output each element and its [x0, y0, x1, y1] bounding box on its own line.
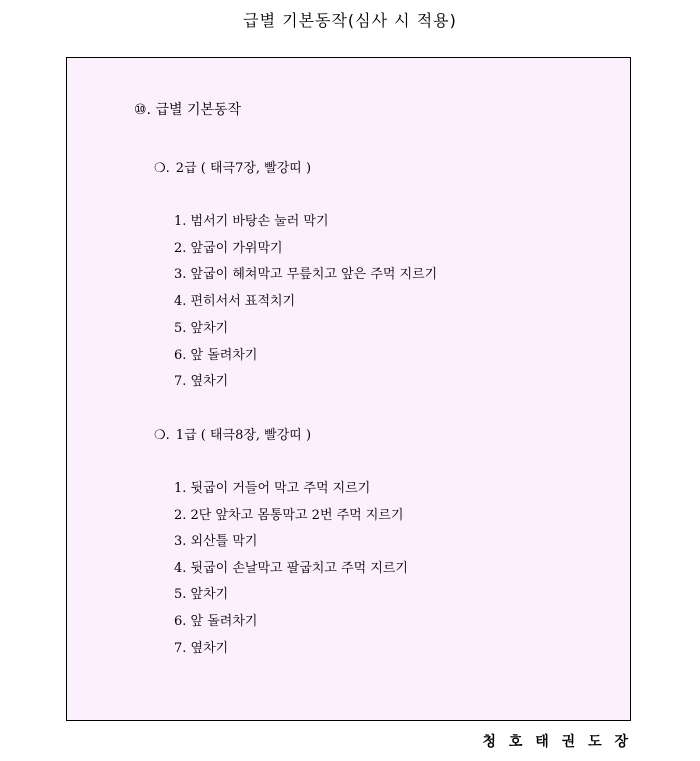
- group-heading-label: 2급 ( 태극7장, 빨강띠 ): [175, 161, 312, 176]
- group-heading-1geup: [154, 424, 311, 443]
- list-item: 3. 앞굽이 헤쳐막고 무릎치고 앞은 주먹 지르기: [174, 267, 438, 282]
- list-item: 1. 뒷굽이 거들어 막고 주먹 지르기: [174, 481, 371, 496]
- list-item: 4. 편히서서 표적치기: [174, 294, 296, 309]
- page-title: 급별 기본동작(심사 시 적용): [243, 11, 457, 30]
- list-item: 2. 앞굽이 가위막기: [174, 241, 283, 256]
- content-panel: [66, 57, 631, 721]
- list-item: 6. 앞 돌려차기: [174, 614, 258, 629]
- group-heading-2geup: [154, 157, 311, 176]
- footer-signature: 청 호 태 권 도 장: [482, 734, 632, 750]
- section-heading: ⑩. 급별 기본동작: [134, 102, 242, 118]
- circle-bullet-icon: ❍.: [154, 428, 170, 443]
- group-heading-label: 1급 ( 태극8장, 빨강띠 ): [175, 428, 312, 443]
- list-item: 2. 2단 앞차고 몸통막고 2번 주먹 지르기: [174, 508, 404, 523]
- list-item: 3. 외산틀 막기: [174, 534, 258, 549]
- list-item: 7. 옆차기: [174, 641, 229, 656]
- list-item: 6. 앞 돌려차기: [174, 348, 258, 363]
- circle-bullet-icon: ❍.: [154, 161, 170, 176]
- list-item: 7. 옆차기: [174, 374, 229, 389]
- list-item: 4. 뒷굽이 손날막고 팔굽치고 주먹 지르기: [174, 561, 408, 576]
- list-item: 1. 범서기 바탕손 눌러 막기: [174, 214, 329, 229]
- list-item: 5. 앞차기: [174, 321, 229, 336]
- list-item: 5. 앞차기: [174, 587, 229, 602]
